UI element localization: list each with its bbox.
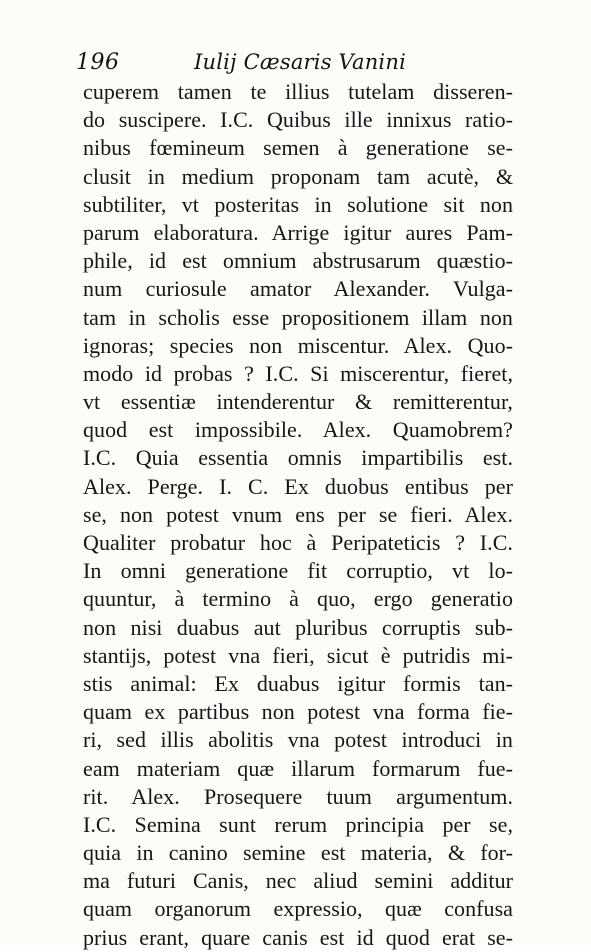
text-line: ignoras; species non miscentur. Alex. Quo- [83, 332, 513, 358]
text-line: do suscipere. I.C. Quibus ille innixus ratio- [83, 107, 513, 133]
text-line: In omni generatione fit corruptio, vt lo- [83, 558, 513, 584]
text-line: non nisi duabus aut pluribus corruptis sub- [83, 614, 513, 640]
text-line: ma futuri Canis, nec aliud semini additur [83, 868, 513, 894]
text-line: Qualiter probatur hoc à Peripateticis ? I.C. [83, 530, 513, 555]
page-header [76, 44, 536, 82]
text-line: stantijs, potest vna fieri, sicut è putridis mi- [83, 642, 513, 668]
text-line: vt essentiæ intenderentur & remitterentur, [83, 389, 513, 415]
text-line: stis animal: Ex duabus igitur formis tan- [83, 670, 513, 696]
page-number: 196 [76, 50, 120, 75]
text-line: cuperem tamen te illius tutelam disseren- [83, 79, 513, 104]
text-line: ri, sed illis abolitis vna potest introduci in [83, 727, 513, 753]
text-line: eam materiam quæ illarum formarum fue- [83, 755, 513, 781]
text-line: se, non potest vnum ens per se fieri. Alex. [83, 501, 513, 527]
text-line: clusit in medium proponam tam acutè, & [83, 163, 513, 189]
text-line: rit. Alex. Prosequere tuum argumentum. [83, 783, 513, 809]
text-line: nibus fœmineum semen à generatione se- [83, 135, 513, 161]
text-line: I.C. Semina sunt rerum principia per se, [83, 811, 513, 837]
text-line: parum elaboratura. Arrige igitur aures Pam- [83, 219, 513, 245]
text-line: quia in canino semine est materia, & for- [83, 840, 513, 866]
text-line: num curiosule amator Alexander. Vulga- [83, 276, 513, 302]
text-line: quod est impossibile. Alex. Quamobrem? [83, 417, 513, 443]
text-line: quuntur, à termino à quo, ergo generatio [83, 586, 513, 612]
text-line: subtiliter, vt posteritas in solutione sit non [83, 191, 513, 217]
text-line: phile, id est omnium abstrusarum quæstio- [83, 248, 513, 274]
running-head: Iulij Cæsaris Vanini [194, 50, 406, 74]
text-line: modo id probas ? I.C. Si miscerentur, fieret, [83, 360, 513, 386]
text-line: quam ex partibus non potest vna forma fie- [83, 699, 513, 725]
body-text [83, 78, 513, 952]
text-line: Alex. Perge. I. C. Ex duobus entibus per [83, 473, 513, 499]
text-line: I.C. Quia essentia omnis impartibilis est. [83, 445, 513, 471]
text-line: prius erant, quare canis est id quod erat se- [83, 924, 513, 950]
text-line: tam in scholis esse propositionem illam non [83, 304, 513, 330]
text-line: quam organorum expressio, quæ confusa [83, 896, 513, 922]
